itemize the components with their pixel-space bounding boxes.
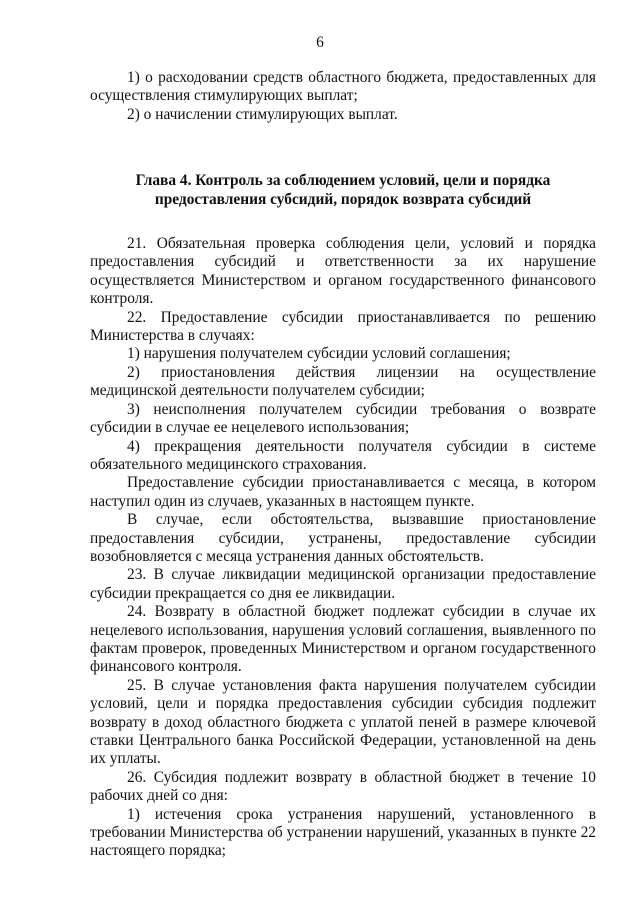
paragraph-23: 23. В случае ликвидации медицинской организации предоставление субсидии прекращается со дня ее ликвидации. <box>90 566 596 602</box>
list-item: 1) о расходовании средств областного бюджета, предоставленных для осуществления стимулирующих выплат; <box>90 69 596 105</box>
chapter-heading <box>90 172 596 209</box>
list-item: 2) о начислении стимулирующих выплат. <box>127 105 398 123</box>
chapter-heading-line1: Глава 4. Контроль за соблюдением условий, цели и порядка <box>135 172 551 190</box>
document-body <box>90 69 596 861</box>
list-item: 1) нарушения получателем субсидии условий соглашения; <box>127 345 511 363</box>
paragraph: Предоставление субсидии приостанавливается с месяца, в котором наступил один из случаев, указанных в настоящем пункте. <box>90 474 596 510</box>
paragraph-26: 26. Субсидия подлежит возврату в областной бюджет в течение 10 рабочих дней со дня: <box>90 768 596 805</box>
page-number: 6 <box>316 34 324 51</box>
chapter-heading-line2: предоставления субсидий, порядок возврата субсидий <box>154 190 532 208</box>
list-item: 3) неисполнения получателем субсидии требования о возврате субсидии в случае ее нецелевого использования; <box>90 400 596 437</box>
list-item: 1) истечения срока устранения нарушений, установленного в требовании Министерства об устранении нарушений, указанных в пункте 22 настоящего порядка; <box>90 805 596 860</box>
paragraph-25: 25. В случае установления факта нарушения получателем субсидии условий, цели и порядка предоставления субсидии субсидия подлежит возврату в доход областного бюджета с уплатой пеней в размере ключевой ставки Центрального банка Российской Федерации, установленной на день их уплаты. <box>90 676 596 768</box>
paragraph: В случае, если обстоятельства, вызвавшие приостановление предоставления субсидии, устранены, предоставление субсидии возобновляется с месяца устранения данных обстоятельств. <box>90 511 596 565</box>
paragraph-24: 24. Возврату в областной бюджет подлежат субсидии в случае их нецелевого использования, нарушения условий соглашения, выявленного по фактам проверок, проведенных Министерством и органом государственного финансового контроля. <box>90 603 596 676</box>
list-item: 4) прекращения деятельности получателя субсидии в системе обязательного медицинского страхования. <box>90 437 596 473</box>
list-item: 2) приостановления действия лицензии на осуществление медицинской деятельности получателем субсидии; <box>90 363 596 400</box>
paragraph-21: 21. Обязательная проверка соблюдения цели, условий и порядка предоставления субсидий и ответственности за их нарушение осуществляется Министерством и органом государственного финансового контроля. <box>90 235 596 308</box>
paragraph-22: 22. Предоставление субсидии приостанавливается по решению Министерства в случаях: <box>90 308 596 345</box>
